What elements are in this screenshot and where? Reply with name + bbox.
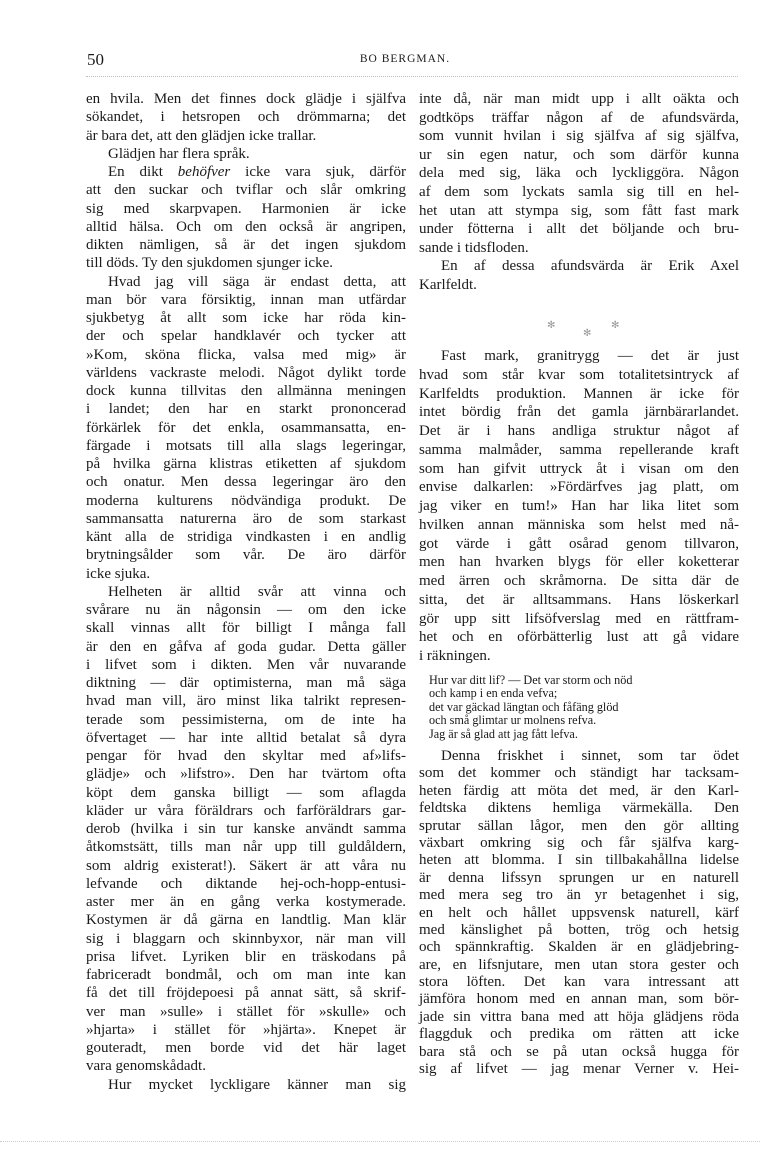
paragraph <box>419 90 739 257</box>
text-segment: En dikt <box>108 164 178 180</box>
text-line: växbart omkring sig och får själfva karg- <box>419 834 739 851</box>
text-line: som vunnit hvilan i sig själfva af sig själfva, <box>419 128 739 145</box>
text-line: het och en oförbätterlig lust att gå vidare <box>419 629 739 646</box>
text-line: jag viker en tum!» Han har lika litet som <box>419 498 739 514</box>
text-line: sig af lifvet — jag menar Verner v. Hei- <box>419 1061 739 1078</box>
text-line: dela med sig, läka och lyckliggöra. Någon <box>419 165 739 182</box>
text-line: som aldrig existerat!). Säkert är att våra nu <box>86 857 406 874</box>
text-line: af dem som lyckats samla sig till en hel- <box>419 183 739 200</box>
header-rule <box>86 76 738 77</box>
text-line: dock kunna tillvitas den allmänna meningen <box>86 383 406 399</box>
text-line: jämföra honom med en annan man, som bör- <box>419 991 739 1008</box>
text-line: hvad som står kvar som totalitetsintryck af <box>419 366 739 383</box>
footer-rule <box>0 1141 760 1142</box>
text-line: inte då, när man midt upp i allt oäkta och <box>419 91 739 107</box>
section-break <box>419 320 739 340</box>
paragraph <box>419 347 739 666</box>
text-line: aster mer än en gång verka kostymerade. <box>86 894 406 910</box>
text-line: alltid hälsa. Och om den också är angripen, <box>86 218 406 235</box>
running-head: BO BERGMAN. <box>359 53 451 65</box>
right-text-mid <box>419 347 739 666</box>
text-line: jade sin vittra bana med att höja glädjens röda <box>419 1008 739 1025</box>
text-line: flaggduk och predika om rätten att icke <box>419 1026 739 1043</box>
text-line: bara stå och se på utan också hugga för <box>419 1043 739 1060</box>
text-line: med känslighet på botten, trög och hetsig <box>419 921 739 938</box>
text-line: dikten nämligen, så är det ingen sjukdom <box>86 237 406 253</box>
text-line: känt alla de stridiga vindkasten i en andlig <box>86 529 406 545</box>
text-line: Kostymen är då gärna en landtlig. Man klär <box>86 912 406 929</box>
text-line: hvad man vill, äro minst lika talrikt represen- <box>86 693 406 710</box>
text-line: som det kommer och ständigt har tacksam- <box>419 765 739 782</box>
text-line: Denna friskhet i sinnet, som tar ödet <box>441 748 739 764</box>
text-line: lefvande och diktande hej-och-hopp-entusi- <box>86 875 406 892</box>
asterisk-ornament: ✻ <box>611 320 620 331</box>
paragraph <box>419 748 739 1078</box>
poem-line: det var gäckad längtan och fåfäng glöd <box>429 699 619 714</box>
text-line: sprutar sällan lågor, men den gör allting <box>419 817 739 834</box>
text-line: prisa lifvet. Lyriken blir en träskodans på <box>86 948 406 965</box>
text-line: köpt dem ganska billigt — som aflagda <box>86 784 406 801</box>
left-text <box>86 90 406 1094</box>
right-text-bottom <box>419 748 739 1078</box>
page-number: 50 <box>87 50 104 69</box>
paragraph <box>419 257 739 294</box>
text-line: i lifvet som i dikten. Men vår nuvarande <box>86 656 406 673</box>
text-line: heten färdig att möta det med, är den Karl- <box>419 782 739 799</box>
right-text-top <box>419 90 739 295</box>
text-line: Karlfeldt. <box>419 276 477 293</box>
text-line: i räkningen. <box>419 648 491 664</box>
poem-line: Hur var ditt lif? — Det var storm och nöd <box>429 673 633 687</box>
text-line: under fötterna i allt det böljande och bru- <box>419 221 739 238</box>
text-line: skall vinnas allt för billigt I många fall <box>86 620 406 637</box>
text-line: Fast mark, granitrygg — det är just <box>441 348 739 364</box>
text-line: pengar för hvad den skyltar med af»lifs- <box>86 748 406 764</box>
text-line: är den en gåfva af goda gudar. Detta gäller <box>86 638 406 655</box>
text-line <box>86 163 406 181</box>
text-line: gouteradt, men borde vid det här laget <box>86 1040 406 1056</box>
text-line: brytningsålder som vår. De äro därför <box>86 547 406 564</box>
text-line: med mera seg tro än yr betagenhet i sig, <box>419 887 739 904</box>
text-line: are, en lifsnjutare, men utan stora gester och <box>419 956 739 973</box>
text-line: godtköps träffar någon af de afundsvärda, <box>419 109 739 126</box>
poem-quote <box>429 674 729 741</box>
text-line: Hvad jag vill säga är endast detta, att <box>108 273 406 290</box>
text-line: intet bördig från det gamla järnbärarlandet. <box>419 404 739 421</box>
text-line: glädje» och »lifstro». Den har tvärtom ofta <box>86 766 406 783</box>
text-line: förkärlek för det enkla, osammansatta, en- <box>86 419 406 436</box>
text-line: som han gifvit uttryck åt i visan om den <box>419 460 739 477</box>
text-line: men han hvarken blygs för eller koketterar <box>419 554 739 571</box>
paragraph <box>86 163 406 273</box>
text-line: envise dalkarlen: »Fördärfves jag platt, om <box>419 479 739 496</box>
text-line: Glädjen har flera språk. <box>108 145 250 162</box>
text-line: en hvila. Men det finnes dock glädje i själfva <box>86 91 406 107</box>
text-line: »hjarta» i stället för »hjärta». Knepet är <box>86 1021 406 1038</box>
text-line: feldtska diktens hemliga värmekälla. Den <box>419 800 739 817</box>
text-line: het utan att stympa sig, som fått fast mark <box>419 202 739 219</box>
text-line: att den suckar och tviflar och slår omkring <box>86 182 406 199</box>
asterisk-ornament: ✻ <box>547 320 556 331</box>
text-line: stora löften. Det kan vara intressant att <box>419 974 739 991</box>
text-line: sande i tidsfloden. <box>419 239 529 256</box>
text-line: sig med skarpvapen. Harmonien är icke <box>86 200 406 217</box>
text-line: En af dessa afundsvärda är Erik Axel <box>441 258 739 275</box>
text-line: ur sin egen natur, och som därför kunna <box>419 146 739 163</box>
text-line: terade som pessimisterna, om de inte ha <box>86 711 406 728</box>
text-line: icke sjuka. <box>86 565 151 582</box>
paragraph <box>86 583 406 1076</box>
text-line: Karlfeldts produktion. Mannen är icke för <box>419 385 739 402</box>
text-line: »Kom, sköna flicka, valsa med mig» är <box>86 346 406 363</box>
text-line: världens vackraste melodi. Något dylikt torde <box>86 364 406 381</box>
text-line: heten att blomma. I sin tillbakahållna lidelse <box>419 852 739 869</box>
text-line: i landet; den har en starkt prononcerad <box>86 401 406 418</box>
poem-line: och kamp i en enda vefva; <box>429 686 558 701</box>
asterisk-ornament: ✻ <box>583 328 592 339</box>
text-line: sjukbetyg åt allt som icke har röda kin- <box>86 310 406 326</box>
text-line: är bara det, att den glädjen icke trallar. <box>86 127 317 144</box>
text-line: Det är i hans andliga struktur något af <box>419 423 739 439</box>
text-line: diktning — där optimisterna, man må säga <box>86 675 406 691</box>
text-line: svårare nu än någonsin — om den icke <box>86 602 406 618</box>
text-line: man bör vara försiktig, innan man utfärdar <box>86 291 406 308</box>
text-line: fabriceradt bondmål, och om man inte kan <box>86 967 406 983</box>
text-line: färgade i motsats till alla slags legeringar, <box>86 437 406 454</box>
text-line: samma malmåder, samma repellerande kraft <box>419 441 739 458</box>
text-line: gör upp sitt lifsöfverslag med en rättfram- <box>419 610 739 627</box>
text-line: sitta, det är alltsammans. Hans löskerkarl <box>419 591 739 608</box>
text-line: ver man »sulle» i stället för »skulle» och <box>86 1003 406 1020</box>
text-line: och spännkraftig. Skalden är en glädjebring- <box>419 939 739 956</box>
paragraph <box>86 273 406 583</box>
text-line: moderna kulturens nödvändiga produkt. De <box>86 492 406 509</box>
text-line: åtkomstsätt, tills man når upp till guldåldern, <box>86 839 406 856</box>
text-line: och onatur. Men dessa legeringar äro den <box>86 474 406 491</box>
text-line: en helt och hållet uppsvensk naturell, kärf <box>419 904 739 921</box>
text-line: got värde i gått osårad genom tillvaron, <box>419 535 739 552</box>
text-line: få det till fröjdepoesi på annat sätt, så skrif- <box>86 985 406 1002</box>
text-line: sammansatta naturerna äro de som starkast <box>86 510 406 527</box>
paragraph <box>86 90 406 145</box>
poem-line: och små glimtar ur molnens refva. <box>429 713 597 728</box>
paragraph <box>86 145 406 163</box>
text-line: Helheten är alltid svår att vinna och <box>108 583 406 600</box>
text-line: sökandet, i hetsropen och drömmarna; det <box>86 109 406 126</box>
text-line: Hur mycket lyckligare känner man sig <box>108 1076 406 1093</box>
paragraph <box>86 1076 406 1094</box>
text-line: öfvertaget — har inte alltid betalat så dyra <box>86 729 406 746</box>
poem-line: Jag är så glad att jag fått lefva. <box>429 726 578 741</box>
text-line: der och spelar handklavér och tycker att <box>86 328 406 345</box>
emphasized-word: behöfver <box>177 164 231 180</box>
text-line: till döds. Ty den sjukdomen sjunger icke. <box>86 255 333 272</box>
text-segment: icke vara sjuk, därför <box>230 164 406 180</box>
text-line: hvilken annan människa som helst med nå- <box>419 516 739 533</box>
text-line: derob (hvilka i sin tur kanske användt samma <box>86 821 406 837</box>
text-line: är denna lifssyn sprungen ur en naturell <box>419 869 739 886</box>
text-line: på hvilka gärna klistras etiketten af sjukdom <box>86 456 406 472</box>
text-line: vara genomskådadt. <box>86 1058 206 1075</box>
text-line: kläder ur våra föräldrars och farföräldrars gar- <box>86 802 406 819</box>
text-line: sig i blaggarn och skinnbyxor, när man vill <box>86 930 406 947</box>
text-line: med ärren och skråmorna. De sitta där de <box>419 573 739 589</box>
